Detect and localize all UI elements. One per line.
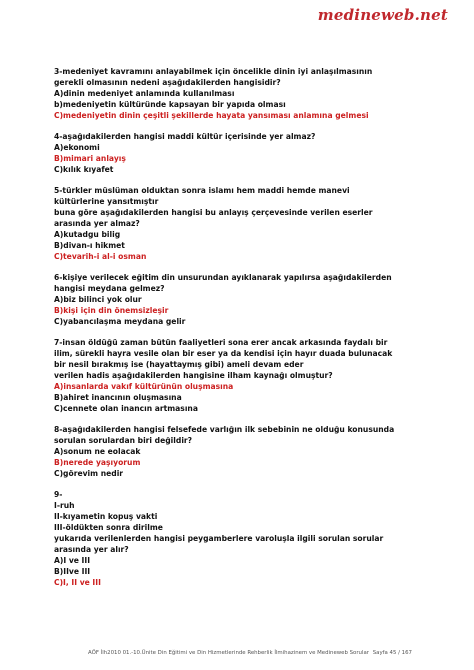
question-stem-line: verilen hadis aşağıdakilerden hangisine ilham kaynağı olmuştur? (54, 371, 333, 380)
correct-answer-option: B)kişi için din önemsizleşir (54, 306, 169, 315)
answer-option: C)yabancılaşma meydana gelir (54, 317, 186, 326)
question-stem-line: 5-türkler müslüman olduktan sonra islamı hem maddi hemde manevi (54, 186, 350, 195)
correct-answer-option: C)medeniyetin dinin çeşitli şekillerde hayata yansıması anlamına gelmesi (54, 111, 369, 120)
question-block (54, 424, 434, 479)
question-block (54, 131, 434, 175)
question-stem-line: I-ruh (54, 501, 75, 510)
question-stem-line: kültürlerine yansıtmıştır (54, 197, 159, 206)
correct-answer-option: A)insanlarda vakıf kültürünün oluşmasına (54, 382, 234, 391)
answer-option: C)cennete olan inancın artmasına (54, 404, 198, 413)
question-block (54, 66, 434, 121)
answer-option: B)divan-ı hikmet (54, 241, 125, 250)
page-footer (88, 650, 412, 656)
question-stem-line: 6-kişiye verilecek eğitim din unsurundan ayıklanarak yapılırsa aşağıdakilerden (54, 273, 392, 282)
answer-option: A)ekonomi (54, 143, 100, 152)
question-stem-line: yukarıda verilenlerden hangisi peygamberlere varoluşla ilgili sorulan sorular (54, 534, 384, 543)
question-stem-line: 7-insan öldüğü zaman bütün faaliyetleri sona erer ancak arkasında faydalı bir (54, 338, 388, 347)
answer-option: C)görevim nedir (54, 469, 124, 478)
correct-answer-option: B)nerede yaşıyorum (54, 458, 141, 467)
site-brand: medineweb.net (317, 6, 448, 24)
answer-option: b)medeniyetin kültüründe kapsayan bir yapıda olması (54, 100, 286, 109)
question-stem-line: 4-aşağıdakilerden hangisi maddi kültür içerisinde yer almaz? (54, 132, 316, 141)
answer-option: C)kılık kıyafet (54, 165, 114, 174)
answer-option: A)dinin medeniyet anlamında kullanılması (54, 89, 235, 98)
correct-answer-option: C)I, II ve III (54, 578, 101, 587)
question-stem-line: gerekli olmasının nedeni aşağıdakilerden hangisidir? (54, 78, 281, 87)
question-stem-line: arasında yer almaz? (54, 219, 140, 228)
question-stem-line: 8-aşağıdakilerden hangisi felsefede varlığın ilk sebebinin ne olduğu konusunda (54, 425, 395, 434)
question-stem-line: 3-medeniyet kavramını anlayabilmek için öncelikle dinin iyi anlaşılmasının (54, 67, 373, 76)
question-stem-line: II-kıyametin kopuş vakti (54, 512, 158, 521)
question-stem-line: hangisi meydana gelmez? (54, 284, 165, 293)
question-list (54, 66, 434, 598)
answer-option: B)ahiret inancının oluşmasına (54, 393, 182, 402)
question-stem-line: III-öldükten sonra dirilme (54, 523, 163, 532)
question-stem-line: sorulan sorulardan biri değildir? (54, 436, 193, 445)
question-block (54, 337, 434, 414)
question-block (54, 489, 434, 588)
question-block (54, 272, 434, 327)
answer-option: A)biz bilinci yok olur (54, 295, 142, 304)
correct-answer-option: C)tevarih-i al-i osman (54, 252, 147, 261)
correct-answer-option: B)mimari anlayış (54, 154, 126, 163)
question-block (54, 185, 434, 262)
page-number: Sayfa 45 / 167 (372, 650, 412, 656)
question-stem-line: arasında yer alır? (54, 545, 129, 554)
answer-option: A)kutadgu bilig (54, 230, 121, 239)
answer-option: A)I ve III (54, 556, 91, 565)
footer-text: AÖF İlh2010 01.-10.Ünite Din Eğitimi ve Din Hizmetlerinde Rehberlik İlmihazinem ve Medineweb Sorular (88, 650, 369, 656)
question-stem-line: bir nesil bırakmış ise (hayattaymış gibi) ameli devam eder (54, 360, 304, 369)
answer-option: A)sonum ne eolacak (54, 447, 141, 456)
answer-option: B)IIve III (54, 567, 91, 576)
question-stem-line: buna göre aşağıdakilerden hangisi bu anlayış çerçevesinde verilen eserler (54, 208, 373, 217)
question-stem-line: 9- (54, 490, 63, 499)
question-stem-line: ilim, sürekli hayra vesile olan bir eser ya da kendisi için hayır duada bulunacak (54, 349, 393, 358)
